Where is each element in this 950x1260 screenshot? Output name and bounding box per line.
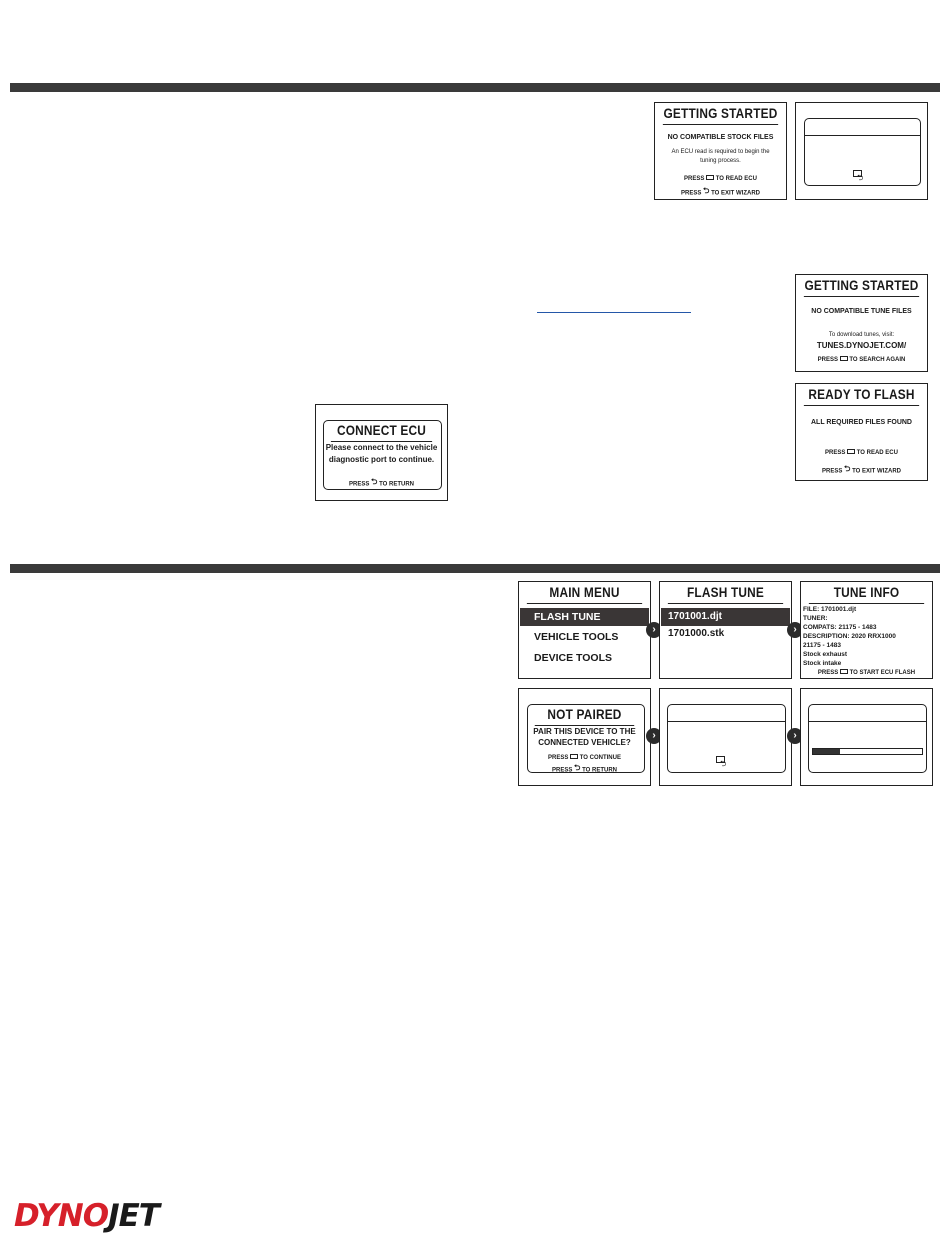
tune-info-line: Stock exhaust <box>803 651 848 658</box>
screen-heading: NO COMPATIBLE STOCK FILES <box>667 134 774 141</box>
press-label: PRESS <box>552 767 573 774</box>
press-hint <box>796 450 927 456</box>
screen-flash-progress <box>800 688 933 786</box>
dialog-divider <box>668 721 785 722</box>
tunes-url: TUNES.DYNOJET.COM/ <box>816 341 907 350</box>
screen-getting-started-stock <box>654 102 787 200</box>
press-hint <box>519 755 650 761</box>
press-label: PRESS <box>822 468 843 475</box>
screen-text: To download tunes, visit: <box>828 332 895 338</box>
screen-connect-ecu <box>315 404 448 501</box>
press-action: TO EXIT WIZARD <box>711 190 760 197</box>
press-hint <box>519 763 650 777</box>
back-arrow-icon: ⮌ <box>703 186 710 195</box>
press-label: PRESS <box>825 450 846 457</box>
screen-tune-info <box>800 581 933 679</box>
select-button-icon <box>847 449 855 454</box>
press-action: TO READ ECU <box>715 176 757 183</box>
screen-text: CONNECTED VEHICLE? <box>538 738 631 747</box>
screen-text: An ECU read is required to begin the <box>671 149 770 155</box>
press-hint <box>316 477 447 491</box>
press-hint <box>655 176 786 182</box>
screen-text: diagnostic port to continue. <box>328 455 435 464</box>
screen-title: READY TO FLASH <box>804 384 919 406</box>
next-arrow-icon: › <box>646 728 662 744</box>
menu-item-flash-tune[interactable]: FLASH TUNE <box>520 608 649 626</box>
dialog-box <box>808 704 927 773</box>
select-button-icon <box>840 356 848 361</box>
screen-text: Please connect to the vehicle <box>325 443 438 452</box>
screen-reading-ecu <box>795 102 928 200</box>
file-item[interactable]: 1701000.stk <box>668 628 725 639</box>
screen-getting-started-tune <box>795 274 928 372</box>
press-action: TO CONTINUE <box>579 755 621 762</box>
press-action: TO SEARCH AGAIN <box>849 357 906 364</box>
press-label: PRESS <box>817 670 839 677</box>
tune-info-line: COMPATS: 21175 - 1483 <box>803 624 877 631</box>
screen-title: GETTING STARTED <box>804 275 919 297</box>
logo-part-dyno: DYNO <box>14 1198 109 1234</box>
press-hint <box>801 670 932 676</box>
press-action: TO READ ECU <box>856 450 898 457</box>
press-hint <box>796 464 927 478</box>
next-arrow-icon: › <box>787 622 803 638</box>
tune-info-line: Stock intake <box>803 660 842 667</box>
hand-icon: ⮌ <box>857 173 864 182</box>
press-hint <box>796 357 927 363</box>
dialog-divider <box>805 135 920 136</box>
screen-heading: NO COMPATIBLE TUNE FILES <box>811 308 912 315</box>
tune-info-line: DESCRIPTION: 2020 RRX1000 <box>803 633 896 640</box>
menu-item-vehicle-tools[interactable]: VEHICLE TOOLS <box>534 631 619 643</box>
back-arrow-icon: ⮌ <box>574 763 581 772</box>
screen-title: MAIN MENU <box>527 582 642 604</box>
press-hint <box>655 186 786 200</box>
tune-info-line: FILE: 1701001.djt <box>803 606 857 613</box>
press-label: PRESS <box>681 190 702 197</box>
screen-heading: ALL REQUIRED FILES FOUND <box>811 419 912 426</box>
menu-item-device-tools[interactable]: DEVICE TOOLS <box>534 652 612 664</box>
dynojet-logo <box>14 1199 159 1233</box>
next-arrow-icon: › <box>646 622 662 638</box>
tune-info-line: TUNER: <box>803 615 828 622</box>
press-action: TO START ECU FLASH <box>849 670 916 677</box>
dialog-box <box>667 704 786 773</box>
dialog-box <box>804 118 921 186</box>
screen-ready-to-flash <box>795 383 928 481</box>
screen-connecting <box>659 688 792 786</box>
screen-title: FLASH TUNE <box>668 582 783 604</box>
progress-fill <box>813 749 840 754</box>
press-action: TO RETURN <box>582 767 617 774</box>
file-item[interactable]: 1701001.djt <box>661 608 790 626</box>
press-label: PRESS <box>349 481 370 488</box>
press-action: TO RETURN <box>379 481 414 488</box>
screen-flash-tune <box>659 581 792 679</box>
progress-bar <box>812 748 923 755</box>
screen-title: CONNECT ECU <box>331 420 432 442</box>
next-arrow-icon: › <box>787 728 803 744</box>
screen-title: GETTING STARTED <box>663 103 778 125</box>
tune-info-line: 21175 - 1483 <box>803 642 841 649</box>
screen-text: tuning process. <box>700 158 741 164</box>
section-divider-top <box>10 83 940 92</box>
press-label: PRESS <box>684 176 705 183</box>
screen-title: TUNE INFO <box>809 582 924 604</box>
link-underline <box>537 312 691 313</box>
logo-part-jet: JET <box>108 1198 159 1234</box>
press-label: PRESS <box>548 755 569 762</box>
select-button-icon <box>570 754 578 759</box>
screen-text: PAIR THIS DEVICE TO THE <box>533 727 636 736</box>
select-button-icon <box>706 175 714 180</box>
back-arrow-icon: ⮌ <box>371 477 378 486</box>
back-arrow-icon: ⮌ <box>844 464 851 473</box>
screen-main-menu <box>518 581 651 679</box>
screen-title: NOT PAIRED <box>535 704 634 726</box>
section-divider-middle <box>10 564 940 573</box>
dialog-divider <box>809 721 926 722</box>
select-button-icon <box>840 669 848 674</box>
press-action: TO EXIT WIZARD <box>852 468 901 475</box>
screen-not-paired <box>518 688 651 786</box>
hand-icon: ⮌ <box>720 759 727 768</box>
press-label: PRESS <box>817 357 838 364</box>
